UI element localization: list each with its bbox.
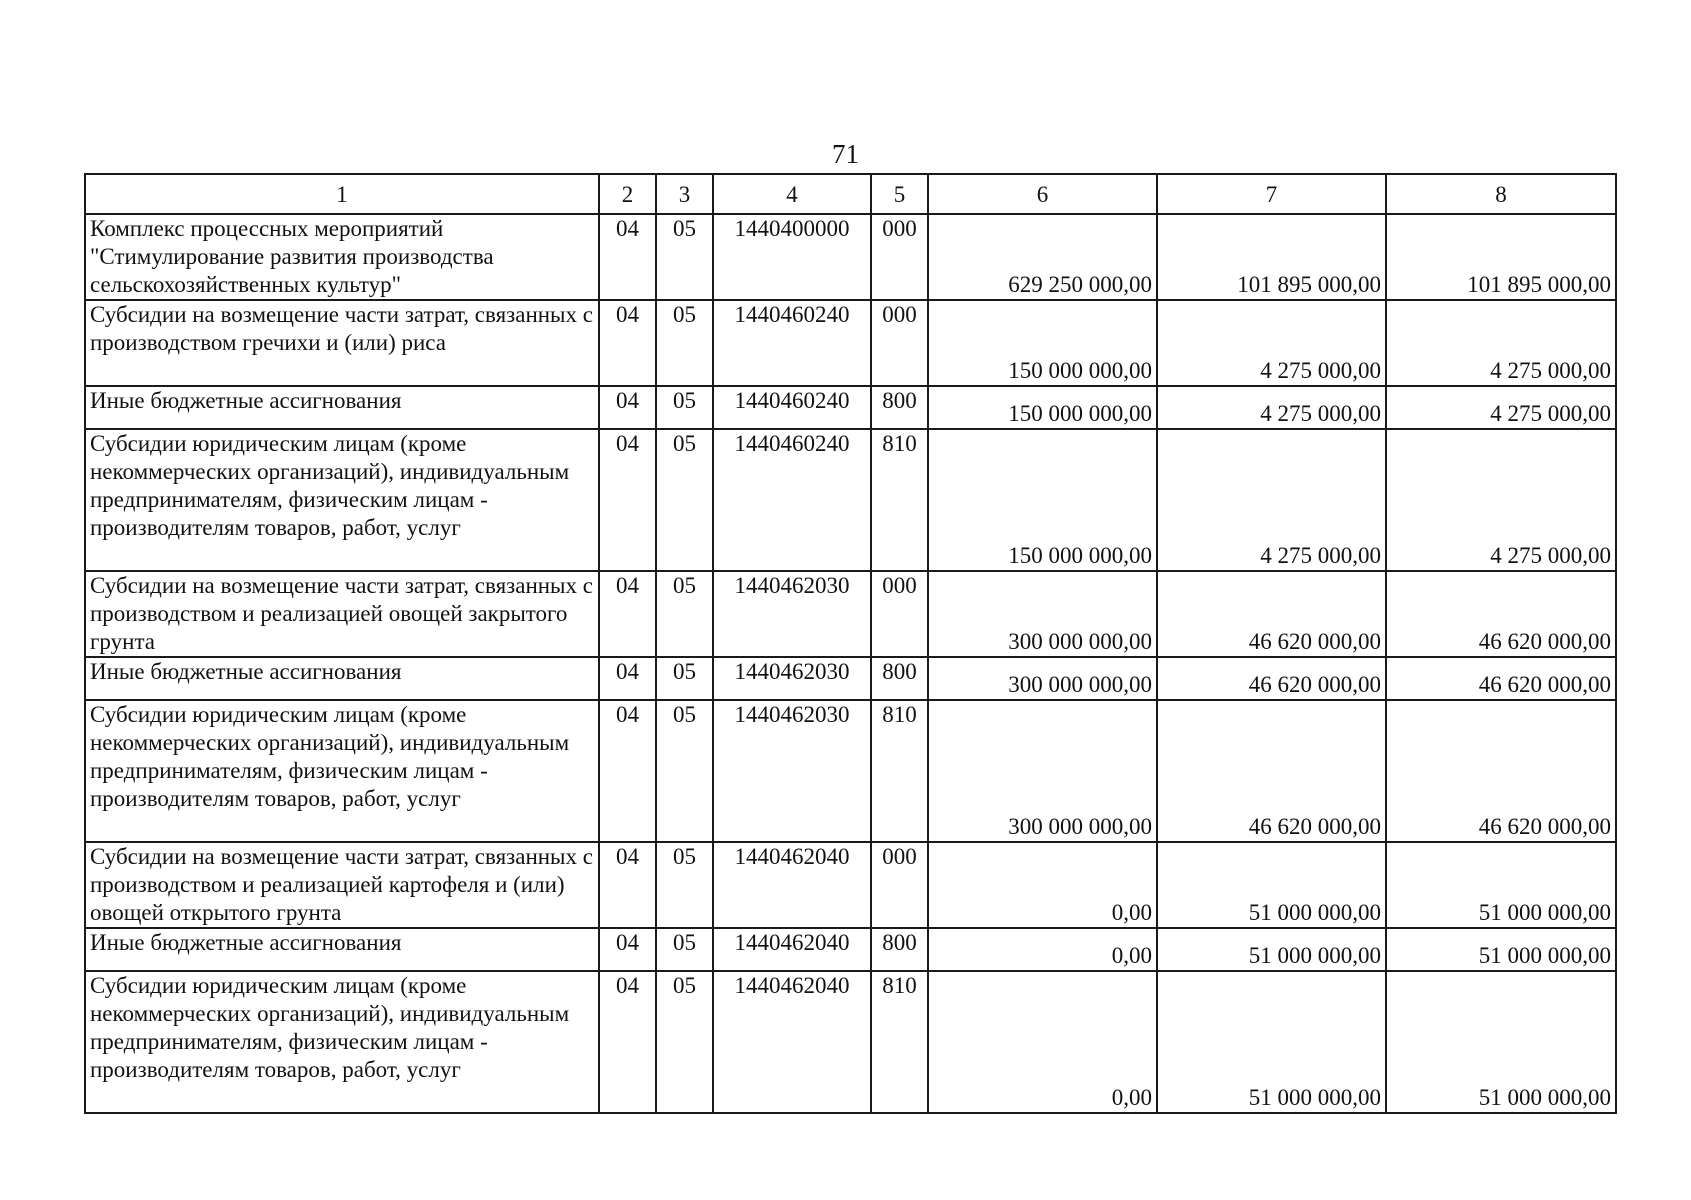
subsection-code: 05 (656, 571, 713, 657)
target-article-code: 1440460240 (713, 429, 871, 571)
expense-type-code: 000 (871, 300, 928, 386)
row-name: Иные бюджетные ассигнования (85, 657, 599, 700)
subsection-code: 05 (656, 429, 713, 571)
section-code: 04 (599, 928, 656, 971)
amount-col-6: 300 000 000,00 (928, 657, 1157, 700)
table-row (85, 928, 1616, 971)
amount-col-6: 300 000 000,00 (928, 700, 1157, 842)
table-row (85, 386, 1616, 429)
target-article-code: 1440462030 (713, 700, 871, 842)
amount-col-8: 4 275 000,00 (1386, 386, 1616, 429)
amount-col-8: 46 620 000,00 (1386, 700, 1616, 842)
subsection-code: 05 (656, 657, 713, 700)
amount-col-7: 101 895 000,00 (1157, 214, 1386, 300)
amount-col-6: 150 000 000,00 (928, 386, 1157, 429)
column-header-6: 6 (928, 174, 1157, 214)
budget-table (84, 173, 1617, 1114)
subsection-code: 05 (656, 386, 713, 429)
row-name: Субсидии на возмещение части затрат, связанных с производством и реализацией картофеля и (или) овощей открытого грунта (85, 842, 599, 928)
expense-type-code: 800 (871, 386, 928, 429)
table-row (85, 300, 1616, 386)
table-row (85, 700, 1616, 842)
row-name: Субсидии юридическим лицам (кроме некоммерческих организаций), индивидуальным предпринимателям, физическим лицам - производителям товаров, работ, услуг (85, 429, 599, 571)
column-header-5: 5 (871, 174, 928, 214)
column-header-8: 8 (1386, 174, 1616, 214)
expense-type-code: 800 (871, 657, 928, 700)
amount-col-6: 300 000 000,00 (928, 571, 1157, 657)
amount-col-7: 46 620 000,00 (1157, 700, 1386, 842)
target-article-code: 1440462040 (713, 928, 871, 971)
table-row (85, 571, 1616, 657)
section-code: 04 (599, 214, 656, 300)
expense-type-code: 810 (871, 971, 928, 1113)
amount-col-7: 51 000 000,00 (1157, 928, 1386, 971)
expense-type-code: 000 (871, 571, 928, 657)
row-name: Субсидии юридическим лицам (кроме некоммерческих организаций), индивидуальным предпринимателям, физическим лицам - производителям товаров, работ, услуг (85, 700, 599, 842)
section-code: 04 (599, 429, 656, 571)
table-row (85, 971, 1616, 1113)
target-article-code: 1440460240 (713, 300, 871, 386)
amount-col-8: 101 895 000,00 (1386, 214, 1616, 300)
column-header-1: 1 (85, 174, 599, 214)
amount-col-6: 150 000 000,00 (928, 429, 1157, 571)
row-name: Субсидии юридическим лицам (кроме некоммерческих организаций), индивидуальным предпринимателям, физическим лицам - производителям товаров, работ, услуг (85, 971, 599, 1113)
expense-type-code: 000 (871, 214, 928, 300)
table-header-row (85, 174, 1616, 214)
amount-col-8: 51 000 000,00 (1386, 971, 1616, 1113)
amount-col-8: 4 275 000,00 (1386, 429, 1616, 571)
section-code: 04 (599, 571, 656, 657)
target-article-code: 1440462040 (713, 842, 871, 928)
amount-col-6: 0,00 (928, 842, 1157, 928)
table-row (85, 657, 1616, 700)
row-name: Комплекс процессных мероприятий "Стимулирование развития производства сельскохозяйственных культур" (85, 214, 599, 300)
amount-col-7: 4 275 000,00 (1157, 300, 1386, 386)
amount-col-7: 4 275 000,00 (1157, 386, 1386, 429)
expense-type-code: 800 (871, 928, 928, 971)
row-name: Субсидии на возмещение части затрат, связанных с производством гречихи и (или) риса (85, 300, 599, 386)
section-code: 04 (599, 300, 656, 386)
target-article-code: 1440462030 (713, 571, 871, 657)
section-code: 04 (599, 386, 656, 429)
target-article-code: 1440462040 (713, 971, 871, 1113)
subsection-code: 05 (656, 300, 713, 386)
amount-col-8: 4 275 000,00 (1386, 300, 1616, 386)
target-article-code: 1440460240 (713, 386, 871, 429)
table-row (85, 429, 1616, 571)
expense-type-code: 810 (871, 700, 928, 842)
amount-col-6: 0,00 (928, 971, 1157, 1113)
column-header-2: 2 (599, 174, 656, 214)
amount-col-7: 51 000 000,00 (1157, 842, 1386, 928)
section-code: 04 (599, 657, 656, 700)
target-article-code: 1440400000 (713, 214, 871, 300)
amount-col-8: 51 000 000,00 (1386, 928, 1616, 971)
column-header-4: 4 (713, 174, 871, 214)
row-name: Субсидии на возмещение части затрат, связанных с производством и реализацией овощей закрытого грунта (85, 571, 599, 657)
amount-col-7: 51 000 000,00 (1157, 971, 1386, 1113)
amount-col-7: 46 620 000,00 (1157, 571, 1386, 657)
amount-col-8: 46 620 000,00 (1386, 571, 1616, 657)
amount-col-8: 51 000 000,00 (1386, 842, 1616, 928)
section-code: 04 (599, 971, 656, 1113)
subsection-code: 05 (656, 971, 713, 1113)
expense-type-code: 000 (871, 842, 928, 928)
column-header-3: 3 (656, 174, 713, 214)
table-row (85, 214, 1616, 300)
row-name: Иные бюджетные ассигнования (85, 928, 599, 971)
expense-type-code: 810 (871, 429, 928, 571)
amount-col-6: 150 000 000,00 (928, 300, 1157, 386)
amount-col-6: 629 250 000,00 (928, 214, 1157, 300)
row-name: Иные бюджетные ассигнования (85, 386, 599, 429)
subsection-code: 05 (656, 928, 713, 971)
amount-col-7: 46 620 000,00 (1157, 657, 1386, 700)
section-code: 04 (599, 700, 656, 842)
table-row (85, 842, 1616, 928)
page-number: 71 (832, 139, 859, 169)
amount-col-8: 46 620 000,00 (1386, 657, 1616, 700)
column-header-7: 7 (1157, 174, 1386, 214)
target-article-code: 1440462030 (713, 657, 871, 700)
section-code: 04 (599, 842, 656, 928)
subsection-code: 05 (656, 214, 713, 300)
subsection-code: 05 (656, 842, 713, 928)
amount-col-6: 0,00 (928, 928, 1157, 971)
subsection-code: 05 (656, 700, 713, 842)
amount-col-7: 4 275 000,00 (1157, 429, 1386, 571)
